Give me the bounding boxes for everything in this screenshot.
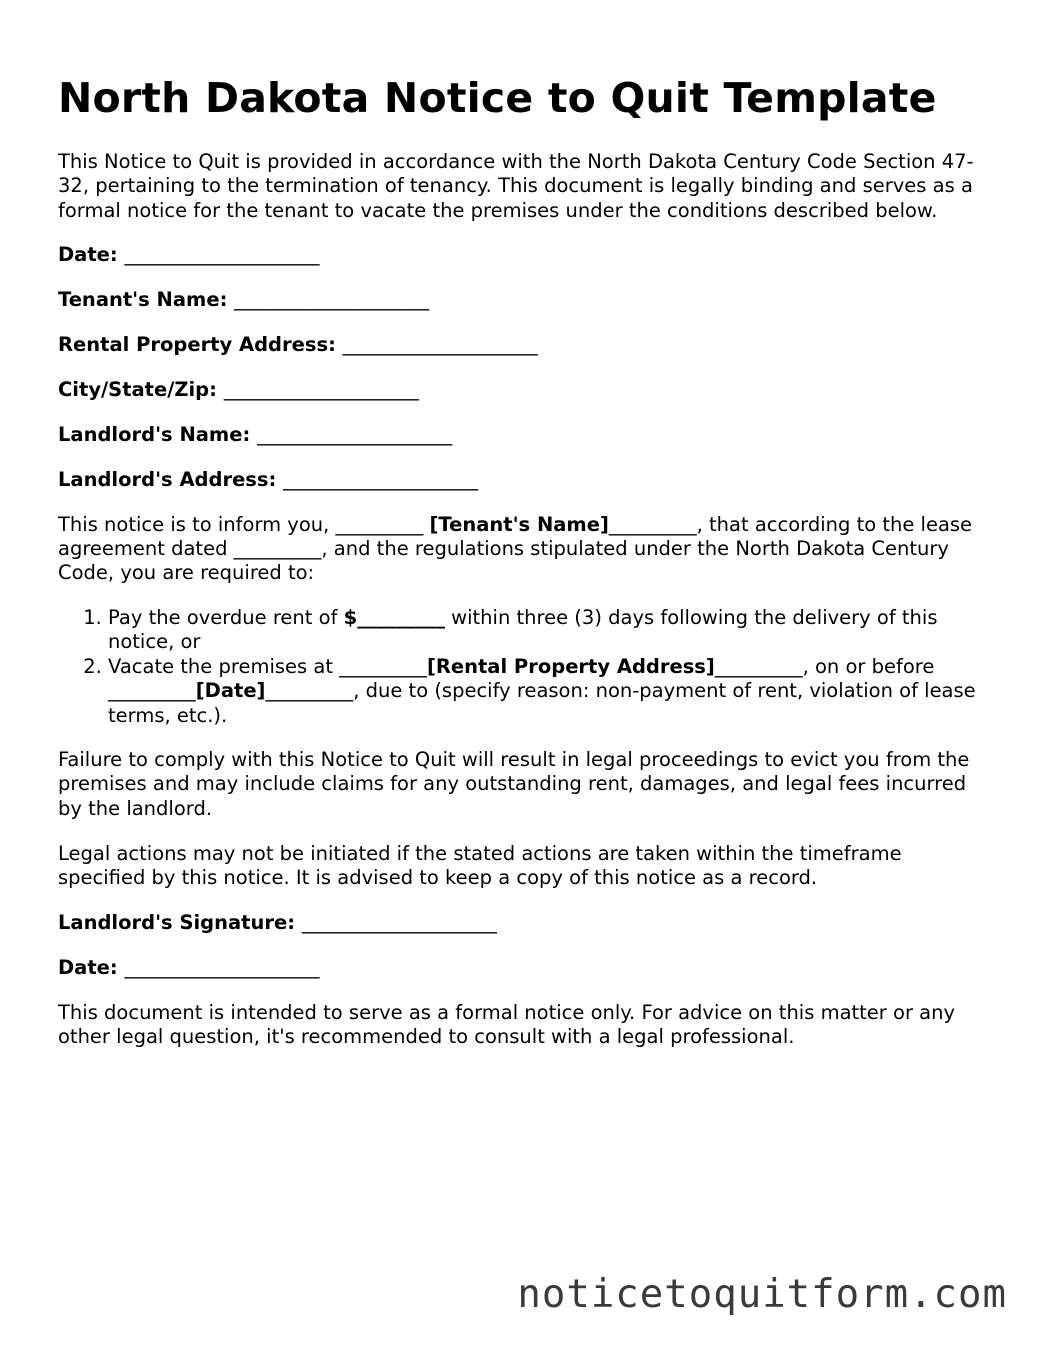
disclaimer-paragraph: This document is intended to serve as a formal notice only. For advice on this matter or any other legal question, it's recommended to consult with a legal professional.: [58, 1000, 956, 1049]
requirement-vacate-middle: _________, on or before _________: [108, 654, 935, 703]
field-landlord-signature-blank: ____________________: [301, 910, 497, 934]
field-rental-address-label: Rental Property Address:: [58, 333, 336, 357]
requirement-pay-rent: [108, 606, 988, 655]
field-landlord-name-blank: ____________________: [257, 422, 453, 446]
field-landlord-name-label: Landlord's Name:: [58, 422, 251, 446]
legal-actions-paragraph: Legal actions may not be initiated if the stated actions are taken within the timeframe specified by this notice. It is advised to keep a copy of this notice as a record.: [58, 841, 902, 890]
rental-address-placeholder: [Rental Property Address]: [426, 654, 715, 678]
field-tenant-name-blank: ____________________: [234, 288, 430, 312]
field-rental-address-blank: ____________________: [342, 333, 538, 357]
inform-part-2: _________, that according to the lease agreement dated _________, and the regulations stipulated under the North Dakota Century Code, you are required to:: [58, 512, 973, 585]
date-placeholder: [Date]: [195, 679, 266, 703]
requirement-vacate-before: Vacate the premises at _________: [108, 654, 427, 678]
intro-paragraph: This Notice to Quit is provided in accordance with the North Dakota Century Code Section 47-32, pertaining to the termination of tenancy. This document is legally binding and serves as a formal notice for the tenant to vacate the premises under the conditions described below.: [58, 150, 974, 222]
field-city-state-zip-blank: ____________________: [223, 377, 419, 401]
field-signature-date-blank: ____________________: [124, 955, 320, 979]
field-landlord-signature-label: Landlord's Signature:: [58, 910, 296, 934]
field-city-state-zip: [58, 378, 988, 402]
tenant-name-placeholder: [Tenant's Name]: [429, 512, 609, 536]
field-landlord-name: [58, 423, 988, 447]
field-rental-address: [58, 333, 988, 357]
field-city-state-zip-label: City/State/Zip:: [58, 377, 217, 401]
requirement-vacate-after: _________, due to (specify reason: non-payment of rent, violation of lease terms, etc.).: [108, 679, 976, 727]
failure-paragraph: Failure to comply with this Notice to Quit will result in legal proceedings to evict you from the premises and may include claims for any outstanding rent, damages, and legal fees incurred by the landlord.: [58, 747, 970, 820]
field-landlord-address-blank: ____________________: [283, 467, 479, 491]
requirements-list: [58, 606, 988, 728]
field-date: [58, 243, 988, 267]
rent-amount-blank: $_________: [343, 605, 445, 629]
field-date-blank: ____________________: [124, 243, 320, 267]
site-watermark: noticetoquitform.com: [517, 1272, 1007, 1317]
field-landlord-signature: [58, 911, 988, 935]
document-title: North Dakota Notice to Quit Template: [58, 74, 937, 122]
requirement-pay-rent-after: within three (3) days following the delivery of this notice, or: [108, 605, 938, 654]
field-signature-date-label: Date:: [58, 955, 118, 979]
requirement-vacate: [108, 655, 988, 728]
field-tenant-name: [58, 288, 988, 312]
field-signature-date: [58, 956, 988, 980]
document-page: [58, 70, 988, 1050]
field-date-label: Date:: [58, 243, 118, 267]
field-landlord-address: [58, 468, 988, 492]
inform-paragraph: [58, 513, 988, 586]
inform-part-1: This notice is to inform you, _________: [58, 512, 430, 536]
requirement-pay-rent-before: Pay the overdue rent of: [108, 605, 344, 629]
field-landlord-address-label: Landlord's Address:: [58, 467, 277, 491]
field-tenant-name-label: Tenant's Name:: [58, 288, 228, 312]
